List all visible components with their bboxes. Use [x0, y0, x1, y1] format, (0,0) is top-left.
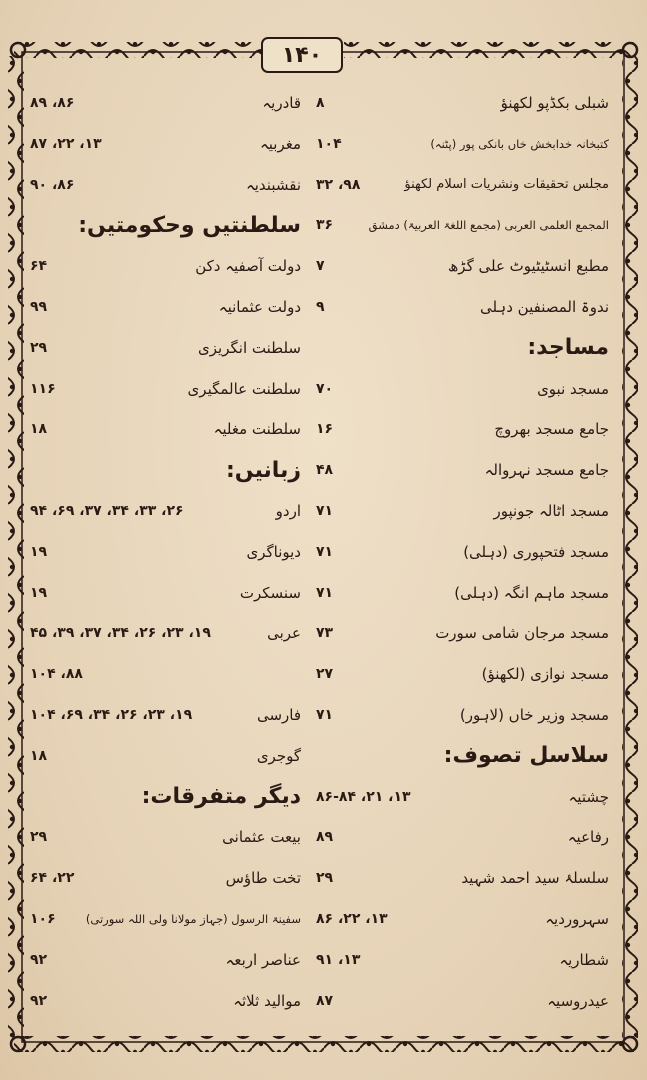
entry-name: مسجد ماہم انگہ (دہلی): [454, 583, 609, 602]
index-entry: [316, 496, 609, 526]
index-entry: [30, 88, 301, 118]
entry-page-numbers: ۱۹، ۲۳، ۲۶، ۳۴، ۶۹، ۱۰۴: [30, 707, 193, 723]
entry-name: مسجد اٹالہ جونپور: [493, 502, 609, 520]
index-entry: [316, 618, 609, 648]
entry-page-numbers: ۸۹: [316, 829, 334, 846]
index-entry: [316, 292, 609, 322]
entry-page-numbers: ۱۹: [30, 584, 48, 601]
entry-page-numbers: ۹۲: [30, 992, 48, 1009]
index-entry: [30, 863, 301, 893]
entry-page-numbers: ۷۱: [316, 707, 334, 723]
entry-name: سلطنت انگریزی: [198, 338, 301, 357]
index-column-right: [316, 80, 609, 1038]
entry-page-numbers: ۹: [316, 299, 325, 315]
entry-name: تخت طاؤس: [225, 869, 301, 888]
entry-page-numbers: ۷۰: [316, 380, 334, 397]
index-entry: [316, 129, 609, 159]
entry-name: اردو: [275, 502, 301, 520]
section-heading: [316, 741, 609, 771]
entry-name: المجمع العلمی العربی (مجمع اللغۃ العربیۃ) دمشق: [368, 218, 609, 233]
index-entry: [316, 945, 609, 975]
section-heading-text: زبانیں:: [225, 457, 301, 483]
entry-page-numbers: ۸۶، ۸۹: [30, 95, 75, 111]
entry-page-numbers: ۸۶، ۹۰: [30, 176, 75, 193]
entry-name: سہروردیہ: [545, 910, 609, 928]
entry-page-numbers: ۷: [316, 258, 325, 275]
section-heading: [30, 455, 301, 485]
entry-name: مجلس تحقیقات ونشریات اسلام لکھنؤ: [404, 177, 609, 193]
entry-page-numbers: ۱۳، ۹۱: [316, 951, 361, 968]
entry-name: سلسلۂ سید احمد شہید: [461, 869, 609, 888]
entry-page-numbers: ۲۷: [316, 666, 334, 683]
entry-page-numbers: ۸۸، ۱۰۴: [30, 666, 83, 683]
index-entry: [30, 578, 301, 608]
index-entry: [316, 210, 609, 240]
entry-page-numbers: ۱۳، ۲۲، ۸۶: [316, 911, 388, 927]
index-column-left: [30, 80, 301, 1038]
entry-page-numbers: ۱۸: [30, 421, 48, 438]
index-entry: [30, 129, 301, 159]
entry-page-numbers: ۱۹، ۲۳، ۲۶، ۳۴، ۳۷، ۳۹، ۴۵: [30, 625, 211, 642]
index-entry: [30, 986, 301, 1016]
index-entry: [30, 659, 301, 689]
entry-page-numbers: ۱۰۴: [316, 135, 342, 152]
entry-name: مسجد فتحپوری (دہلی): [463, 542, 609, 561]
entry-page-numbers: ۱۹: [30, 543, 48, 560]
entry-name: عناصر اربعہ: [225, 950, 301, 969]
entry-page-numbers: ۱۱۶: [30, 380, 56, 397]
index-entry: [30, 414, 301, 444]
entry-page-numbers: ۷۱: [316, 543, 334, 560]
index-entry: [30, 292, 301, 322]
section-heading: [30, 782, 301, 812]
index-entry: [316, 986, 609, 1016]
index-entry: [316, 863, 609, 893]
index-entry: [30, 537, 301, 567]
index-entry: [316, 578, 609, 608]
entry-name: جامع مسجد بھروچ: [494, 420, 609, 439]
entry-name: دیوناگری: [246, 542, 301, 561]
index-entry: [316, 455, 609, 485]
entry-name: قادریہ: [262, 94, 301, 112]
entry-page-numbers: ۷۱: [316, 584, 334, 601]
index-entry: [316, 374, 609, 404]
index-entry: [316, 659, 609, 689]
entry-page-numbers: ۸: [316, 95, 325, 111]
entry-page-numbers: ۳۶: [316, 217, 334, 234]
section-heading: [316, 333, 609, 363]
entry-page-numbers: ۹۹: [30, 299, 48, 315]
index-entry: [30, 741, 301, 771]
entry-name: شطاریہ: [559, 950, 609, 969]
index-entry: [316, 822, 609, 852]
entry-page-numbers: ۸۷: [316, 992, 334, 1009]
entry-name: جامع مسجد نہروالہ: [484, 461, 609, 480]
index-entry: [316, 904, 609, 934]
entry-name: سلطنت عالمگیری: [187, 379, 301, 398]
entry-page-numbers: ۹۸، ۳۲: [316, 176, 361, 193]
entry-page-numbers: ۲۹: [30, 829, 48, 846]
entry-page-numbers: ۷۱: [316, 503, 334, 519]
entry-page-numbers: ۲۹: [30, 339, 48, 356]
entry-name: نقشبندیہ: [245, 175, 301, 194]
index-entry: [316, 251, 609, 281]
entry-name: سنسکرت: [239, 583, 301, 602]
index-entry: [30, 945, 301, 975]
entry-page-numbers: ۱۳، ۲۱، ۸۶-۸۴: [316, 788, 411, 805]
entry-page-numbers: ۱۳، ۲۲، ۸۷: [30, 135, 102, 152]
entry-name: مسجد نبوی: [537, 379, 609, 398]
entry-name: بیعت عثمانی: [222, 828, 301, 847]
entry-name: مطبع انسٹیٹیوٹ علی گڑھ: [447, 257, 609, 276]
entry-page-numbers: ۱۶: [316, 421, 334, 438]
index-entry: [30, 700, 301, 730]
entry-page-numbers: ۱۸: [30, 747, 48, 764]
entry-page-numbers: ۴۸: [316, 462, 334, 479]
index-entry: [316, 414, 609, 444]
entry-name: چشتیہ: [568, 787, 609, 806]
entry-page-numbers: ۲۶، ۳۳، ۳۴، ۳۷، ۶۹، ۹۴: [30, 503, 184, 519]
entry-name: مسجد نوازی (لکھنؤ): [481, 665, 609, 684]
index-entry: [30, 170, 301, 200]
entry-name: دولت آصفیہ دکن: [195, 257, 301, 276]
section-heading: [30, 210, 301, 240]
entry-name: عیدروسیہ: [547, 991, 609, 1010]
entry-name: فارسی: [256, 706, 301, 724]
entry-name: مسجد وزیر خاں (لاہور): [459, 706, 609, 724]
section-heading-text: مساجد:: [527, 335, 609, 361]
entry-name: عربی: [267, 624, 301, 643]
entry-name: رفاعیہ: [567, 828, 609, 847]
section-heading-text: سلاسل تصوف:: [443, 743, 609, 769]
index-entry: [30, 618, 301, 648]
entry-name: سلطنت مغلیہ: [213, 420, 301, 439]
entry-name: کتبخانہ خدابخش خاں بانکی پور (پٹنہ): [430, 136, 609, 151]
index-entry: [30, 251, 301, 281]
index-entry: [30, 822, 301, 852]
index-entry: [316, 170, 609, 200]
index-entry: [30, 333, 301, 363]
section-heading-text: دیگر متفرقات:: [141, 784, 301, 810]
entry-name: مسجد مرجان شامی سورت: [435, 624, 609, 643]
entry-name: شبلی بکڈپو لکھنؤ: [500, 94, 609, 112]
entry-page-numbers: ۲۲، ۶۴: [30, 870, 75, 887]
index-entry: [316, 537, 609, 567]
index-entry: [316, 88, 609, 118]
entry-page-numbers: ۶۴: [30, 258, 48, 275]
entry-page-numbers: ۷۳: [316, 625, 334, 642]
entry-name: سفینۃ الرسول (جہاز مولانا ولی اللہ سورتی): [85, 912, 301, 926]
index-entry: [316, 782, 609, 812]
index-entry: [30, 904, 301, 934]
index-entry: [30, 496, 301, 526]
entry-name: مغربیہ: [259, 134, 301, 153]
entry-page-numbers: ۲۹: [316, 870, 334, 887]
entry-page-numbers: ۱۰۶: [30, 911, 56, 927]
section-heading-text: سلطنتیں وحکومتیں:: [78, 212, 301, 238]
index-entry: [30, 374, 301, 404]
entry-name: موالید ثلاثہ: [233, 991, 301, 1010]
entry-name: دولت عثمانیہ: [218, 298, 301, 316]
page-number: ۱۴۰: [281, 42, 323, 68]
entry-page-numbers: ۹۲: [30, 951, 48, 968]
index-entry: [316, 700, 609, 730]
entry-name: ندوۃ المصنفین دہلی: [479, 298, 609, 316]
entry-name: گوجری: [256, 746, 301, 765]
